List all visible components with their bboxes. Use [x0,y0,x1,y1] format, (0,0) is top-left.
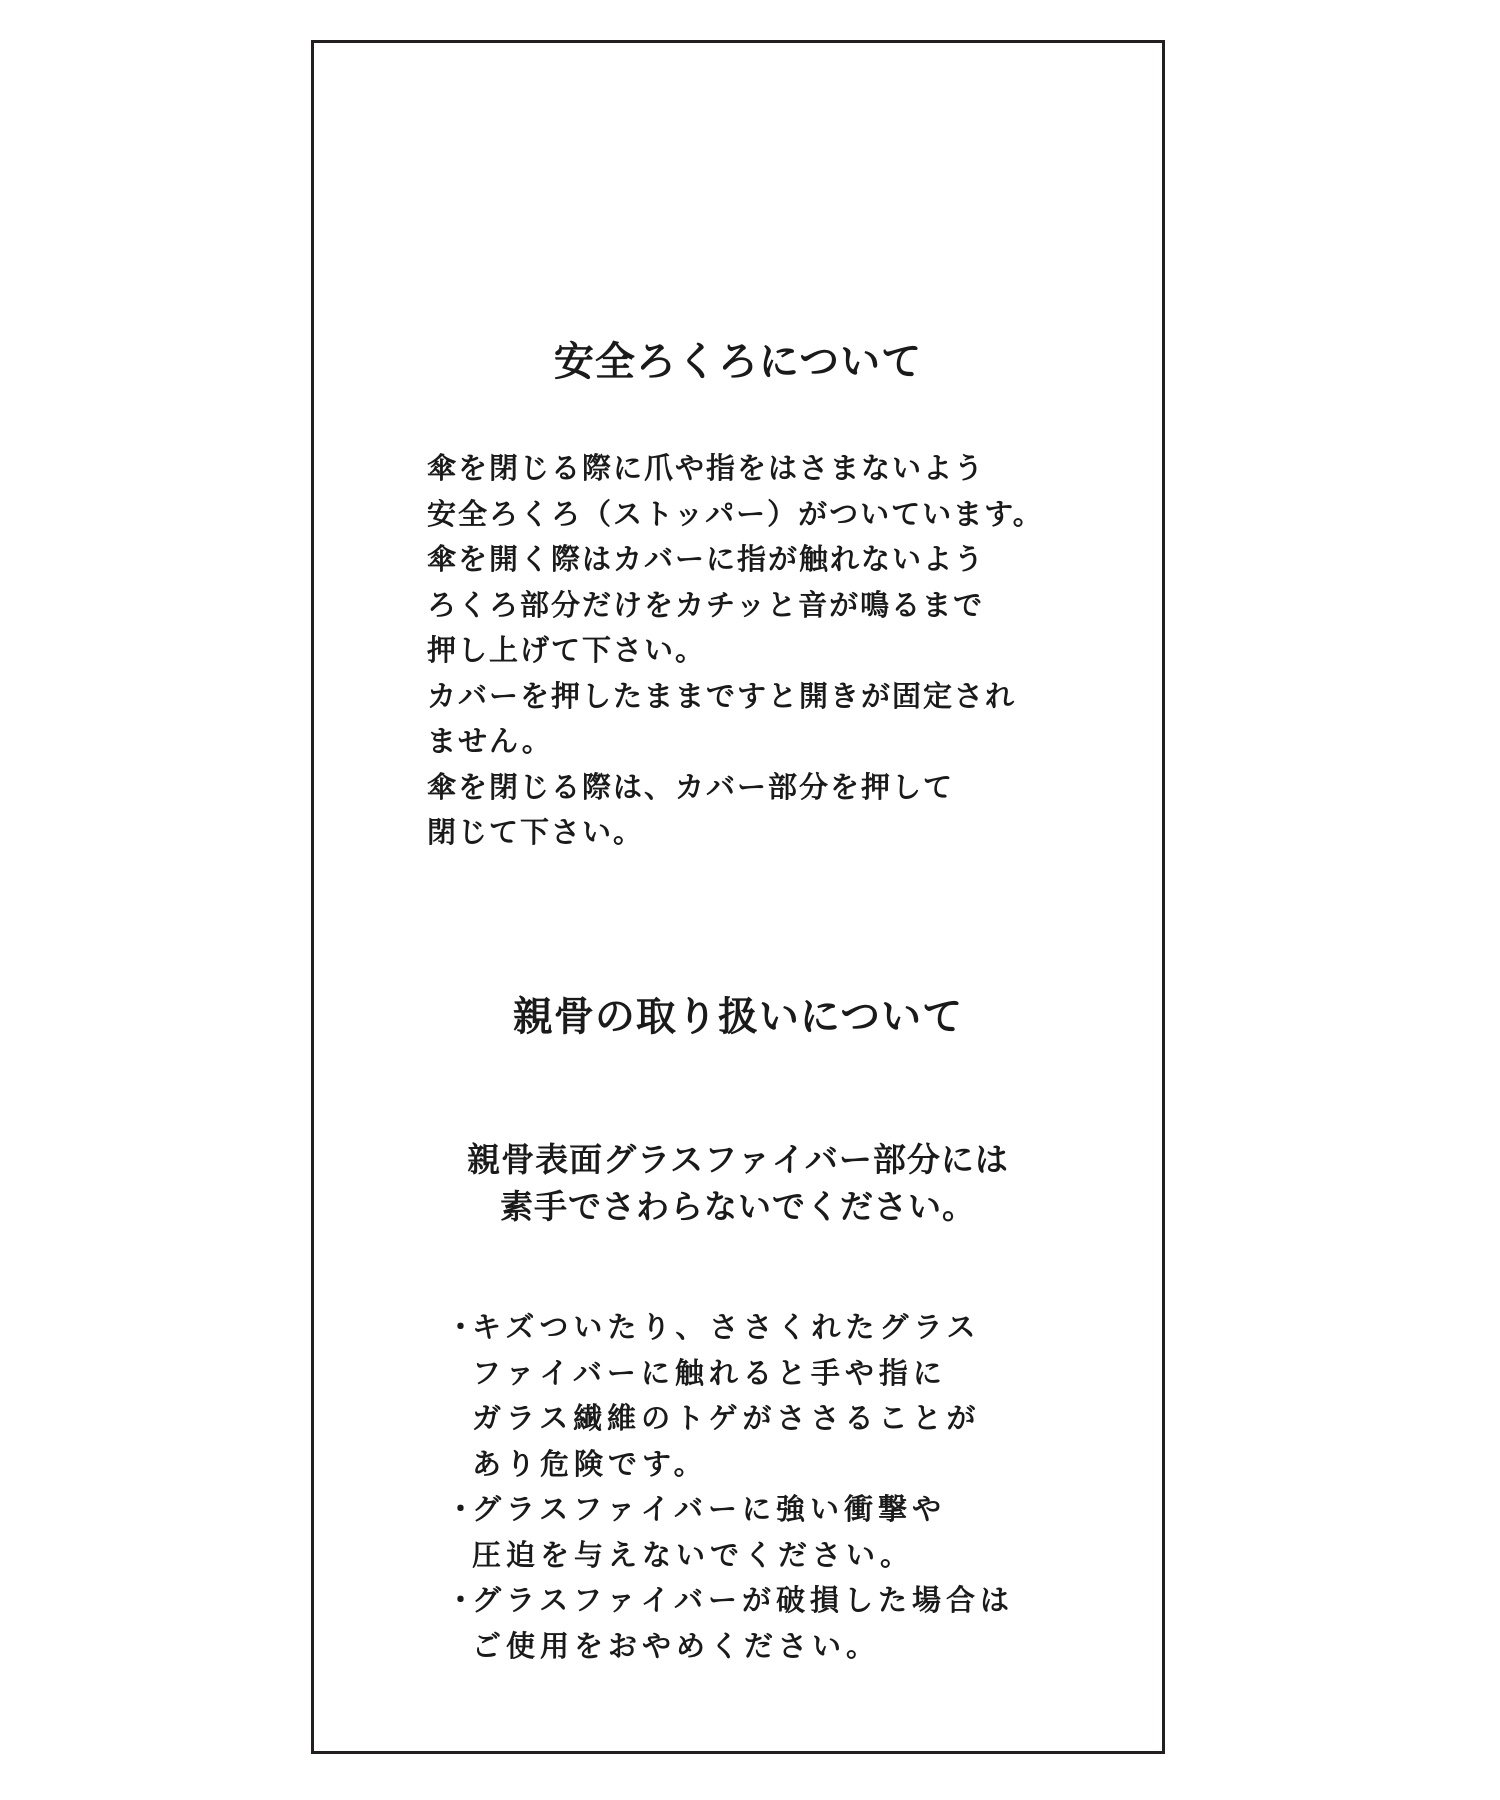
safety-runner-title: 安全ろくろについて [553,339,923,385]
care-label-card [311,40,1165,1754]
caution-line: あり危険です。 [472,1446,708,1481]
instruction-line: 閉じて下さい。 [427,815,645,849]
fiberglass-warning [314,1136,1162,1230]
caution-line: キズついたり、ささくれたグラス [472,1310,981,1344]
warning-line: 親骨表面グラスファイバー部分には [467,1140,1009,1179]
caution-line: ガラス繊維のトゲがささることが [472,1401,981,1435]
instruction-line: 傘を開く際はカバーに指が触れないよう [427,542,986,576]
caution-list [446,1305,1066,1669]
warning-line: 素手でさわらないでください。 [500,1187,976,1226]
bullet-dot: ・ [446,1583,476,1617]
instruction-line: 傘を閉じる際は、カバー部分を押して [427,769,955,804]
caution-line: ご使用をおやめください。 [472,1628,881,1663]
caution-line: グラスファイバーが破損した場合は [472,1583,1014,1617]
caution-item [446,1578,1066,1669]
instruction-line: 安全ろくろ（ストッパー）がついています。 [427,496,1044,531]
instruction-line: ろくろ部分だけをカチッと音が鳴るまで [427,587,985,622]
instruction-line: 押し上げて下さい。 [427,633,707,667]
rib-handling-title: 親骨の取り扱いについて [512,994,964,1040]
safety-runner-instructions [427,446,1087,856]
instruction-line: 傘を閉じる際に爪や指をはさまないよう [427,451,986,485]
instruction-line: ません。 [427,724,553,758]
caution-line: ファイバーに触れると手や指に [472,1355,947,1390]
caution-line: グラスファイバーに強い衝撃や [472,1492,946,1526]
bullet-dot: ・ [446,1492,476,1526]
caution-item [446,1487,1066,1578]
bullet-dot: ・ [446,1310,476,1344]
instruction-line: カバーを押したままですと開きが固定され [427,678,1017,713]
caution-line: 圧迫を与えないでください。 [472,1537,915,1572]
caution-item [446,1305,1066,1487]
